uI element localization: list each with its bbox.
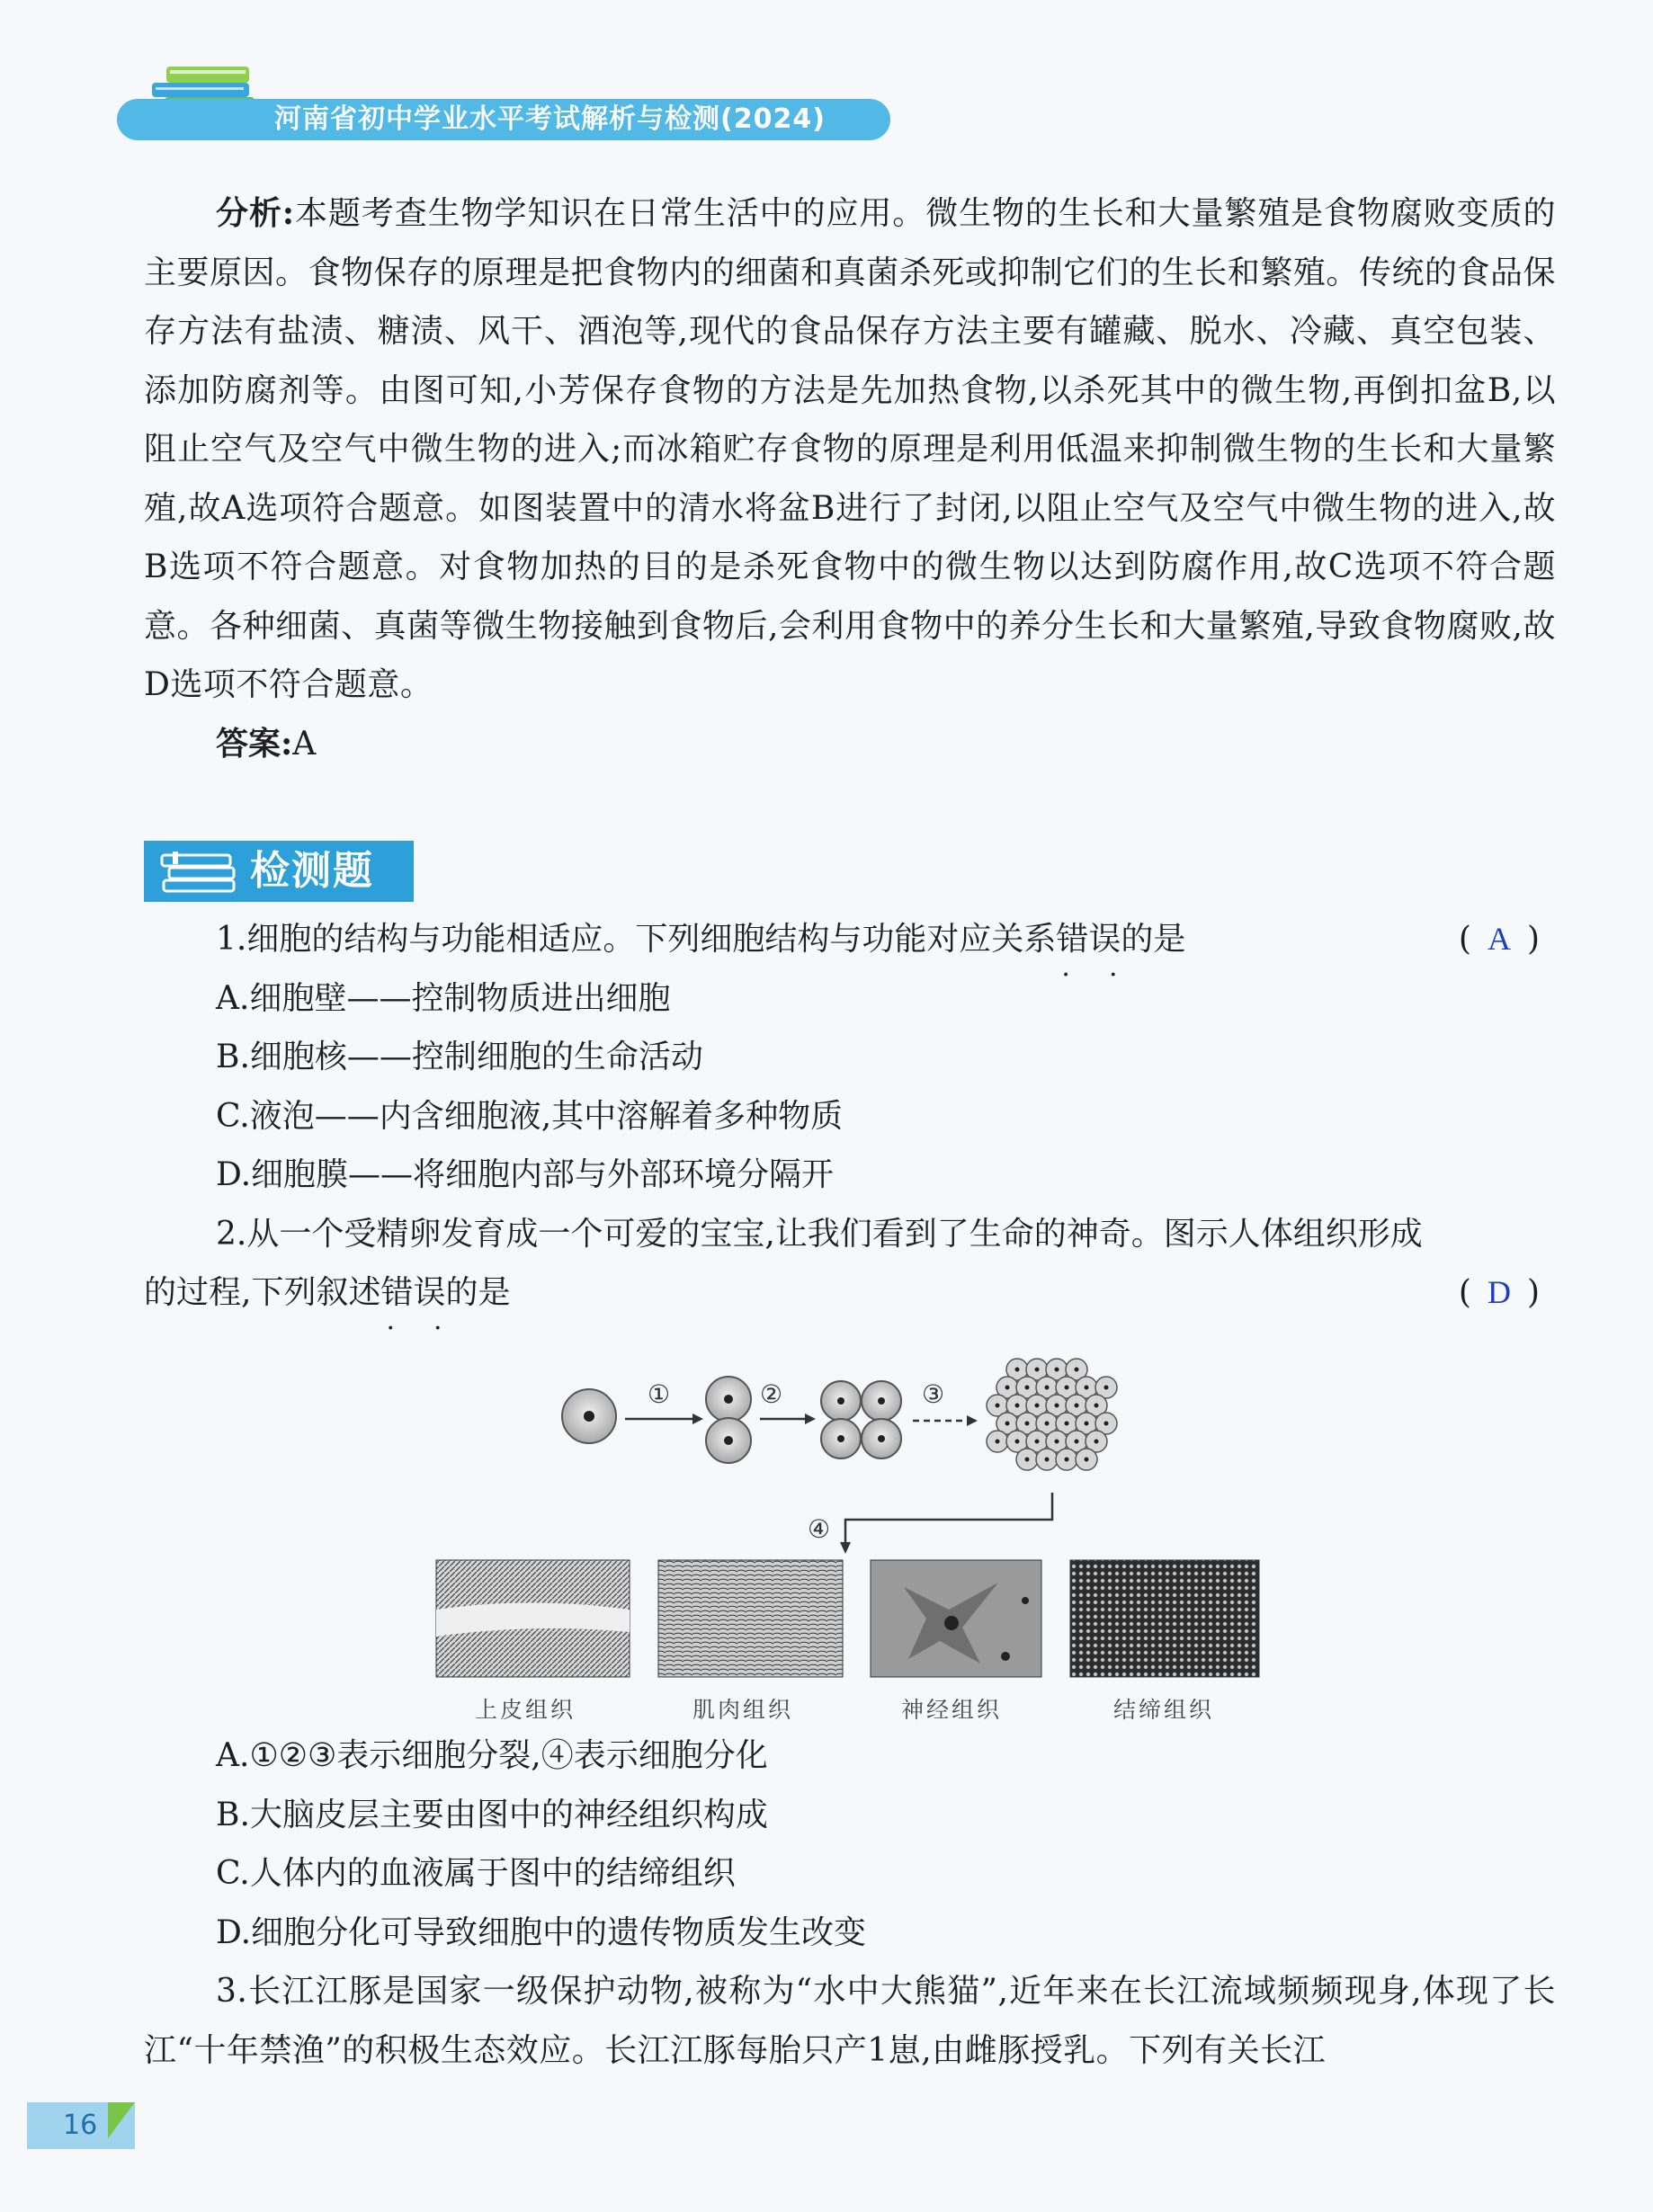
q1-stem-text: 1.细胞的结构与功能相适应。下列细胞结构与功能对应关系: [216, 921, 1057, 958]
questions-continued: [144, 1726, 1556, 2080]
q2-option-a: A.①②③表示细胞分裂,④表示细胞分化: [216, 1737, 768, 1774]
q2-answer: [1459, 1263, 1556, 1323]
analysis-label: 分析:: [216, 194, 295, 232]
q1-option-a: A.细胞壁——控制物质进出细胞: [216, 979, 671, 1017]
step-label-4: ④: [808, 1514, 831, 1544]
mass-cell-nucleus: [1035, 1404, 1040, 1408]
q1-stem: [144, 910, 1556, 969]
q2-paren-open: (: [1458, 1274, 1488, 1311]
zygote-cell: [562, 1389, 616, 1443]
q1-option-b: B.细胞核——控制细胞的生命活动: [216, 1039, 703, 1075]
four-cells: [821, 1381, 901, 1458]
analysis-block: [144, 184, 1556, 773]
header-title: 河南省初中学业水平考试解析与检测(2024): [274, 103, 826, 135]
mass-cell-nucleus: [1005, 1422, 1010, 1426]
mass-cell-nucleus: [1015, 1440, 1020, 1444]
mass-cell-nucleus: [1015, 1404, 1020, 1408]
mass-cell-nucleus: [1104, 1422, 1109, 1426]
mass-cell-nucleus: [1035, 1440, 1040, 1444]
q1-answer-letter: A: [1487, 921, 1527, 957]
header-banner: [117, 99, 890, 140]
mass-cell-nucleus: [1095, 1404, 1099, 1408]
page-corner-tab: [108, 2102, 144, 2149]
q1-answer: [1459, 910, 1556, 969]
cell-division-diagram: [423, 1340, 1286, 1735]
questions: [144, 910, 1556, 1323]
q2-option-d: D.细胞分化可导致细胞中的遗传物质发生改变: [216, 1913, 867, 1951]
mass-cell-nucleus: [1065, 1422, 1069, 1426]
tissue-label-muscle: 肌肉组织: [692, 1697, 794, 1723]
mass-cell-nucleus: [1075, 1404, 1079, 1408]
tissue-label-nerve: 神经组织: [901, 1697, 1003, 1723]
mass-cell-nucleus: [1045, 1458, 1050, 1462]
mass-cell-nucleus: [1075, 1368, 1079, 1372]
section-title-label: 检测题: [250, 848, 374, 894]
mass-cell-nucleus: [1045, 1386, 1050, 1390]
mass-cell-nucleus: [1065, 1458, 1069, 1462]
mass-cell-nucleus: [1085, 1422, 1089, 1426]
q1-paren-open: (: [1458, 921, 1488, 958]
section-title: [144, 841, 414, 902]
mass-cell-nucleus: [1085, 1458, 1089, 1462]
mass-cell-nucleus: [1025, 1458, 1030, 1462]
q1-option-c: C.液泡——内含细胞液,其中溶解着多种物质: [216, 1097, 844, 1135]
q1-stem-text-end: 的是: [1121, 921, 1186, 958]
q2-paren-close: ): [1526, 1274, 1556, 1311]
connective-tissue-image: [1070, 1560, 1259, 1677]
mass-cell-nucleus: [1075, 1440, 1079, 1444]
step-label-2: ②: [760, 1379, 783, 1409]
analysis-answer: [144, 715, 1556, 774]
analysis-text: 本题考查生物学知识在日常生活中的应用。微生物的生长和大量繁殖是食物腐败变质的主要原因。食物保存的原理是把食物内的细菌和真菌杀死或抑制它们的生长和繁殖。传统的食品保存方法有盐渍、糖渍、风干、酒泡等,现代的食品保存方法主要有罐藏、脱水、冷藏、真空包装、添加防腐剂等。由图可知,小芳保存食物的方法是先加热食物,以杀死其中的微生物,再倒扣盆B,以阻止空气及空气中微生物的进入;而冰箱贮存食物的原理是利用低温来抑制微生物的生长和大量繁殖,故A选项符合题意。如图装置中的清水将盆B进行了封闭,以阻止空气及空气中微生物的进入,故B选项不符合题意。对食物加热的目的是杀死食物中的微生物以达到防腐作用,故C选项不符合题意。各种细菌、真菌等微生物接触到食物后,会利用食物中的养分生长和大量繁殖,导致食物腐败,故D选项不符合题意。: [144, 195, 1556, 703]
cell-mass: [987, 1359, 1117, 1470]
mass-cell-nucleus: [1045, 1422, 1050, 1426]
q2-stem-line2: [144, 1263, 1556, 1323]
q2-stem-line1: 2.从一个受精卵发育成一个可爱的宝宝,让我们看到了生命的神奇。图示人体组织形成: [216, 1215, 1423, 1253]
mass-cell-nucleus: [1085, 1386, 1089, 1390]
mass-cell-nucleus: [1055, 1368, 1059, 1372]
nerve-tissue-image: [871, 1560, 1041, 1677]
mass-cell-nucleus: [1104, 1386, 1109, 1390]
answer-label: 答案:: [216, 724, 293, 763]
mass-cell-nucleus: [1025, 1386, 1030, 1390]
tissue-formation-figure: [423, 1340, 1286, 1735]
tissue-label-connective: 结缔组织: [1113, 1697, 1215, 1723]
q1-paren-close: ): [1526, 921, 1556, 958]
epithelial-tissue-image: [436, 1560, 630, 1677]
muscle-tissue-image: [658, 1560, 843, 1677]
analysis-paragraph: [144, 184, 1556, 715]
q2-stem-text: 的过程,下列叙述: [144, 1274, 381, 1311]
q2-stem-emphasis: 错误 · ·: [380, 1274, 445, 1311]
q3-stem: 3.长江江豚是国家一级保护动物,被称为“水中大熊猫”,近年来在长江流域频频现身,体现了长江“十年禁渔”的积极生态效应。长江江豚每胎只产1崽,由雌豚授乳。下列有关长江: [144, 1973, 1556, 2069]
q2-option-b: B.大脑皮层主要由图中的神经组织构成: [216, 1796, 768, 1833]
mass-cell-nucleus: [996, 1440, 1000, 1444]
mass-cell-nucleus: [996, 1404, 1000, 1408]
step-label-1: ①: [648, 1379, 671, 1409]
mass-cell-nucleus: [1035, 1368, 1040, 1372]
mass-cell-nucleus: [1015, 1368, 1020, 1372]
mass-cell-nucleus: [1055, 1440, 1059, 1444]
q2-option-c: C.人体内的血液属于图中的结缔组织: [216, 1855, 736, 1892]
mass-cell-nucleus: [1065, 1386, 1069, 1390]
q2-answer-letter: D: [1487, 1274, 1527, 1310]
page-number: 16: [63, 2109, 98, 2141]
mass-cell-nucleus: [1055, 1404, 1059, 1408]
step-label-3: ③: [922, 1379, 945, 1409]
mass-cell-nucleus: [1025, 1422, 1030, 1426]
books-stack-icon: [160, 850, 241, 895]
mass-cell-nucleus: [1005, 1386, 1010, 1390]
q2-stem-text-end: 的是: [445, 1274, 511, 1311]
tissue-label-epithelial: 上皮组织: [475, 1697, 576, 1723]
q1-option-d: D.细胞膜——将细胞内部与外部环境分隔开: [216, 1156, 835, 1193]
mass-cell-nucleus: [1095, 1440, 1099, 1444]
q1-stem-emphasis: 错误 · ·: [1056, 921, 1121, 958]
two-cells: [706, 1377, 751, 1463]
answer-value: A: [292, 725, 317, 763]
